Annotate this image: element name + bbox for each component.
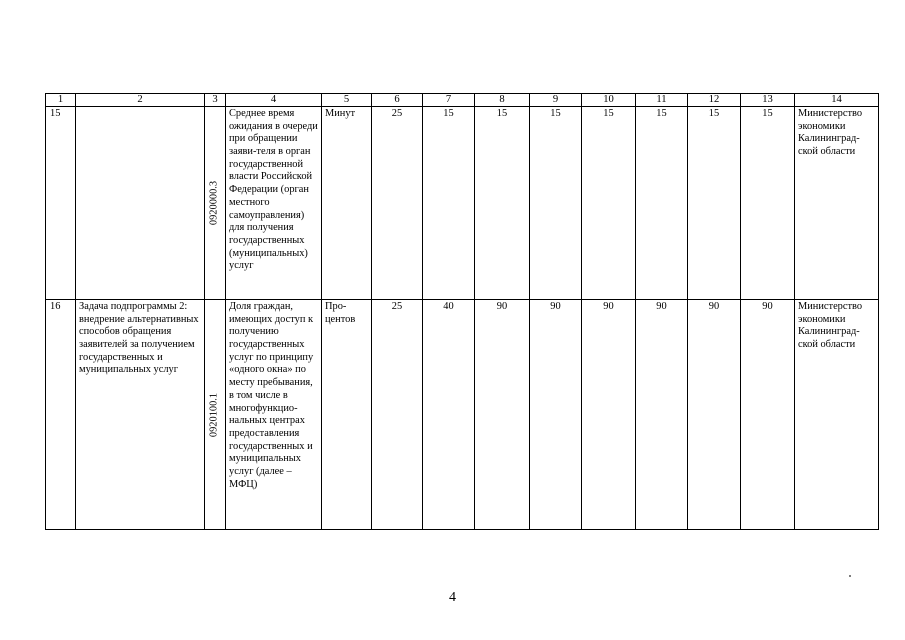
header-cell: 10 <box>582 94 636 107</box>
header-cell: 1 <box>46 94 76 107</box>
indicators-table <box>45 93 879 530</box>
header-cell: 5 <box>322 94 372 107</box>
value-cell: 90 <box>688 300 741 530</box>
task-cell: Задача подпрограммы 2: внедрение альтернативных способов обращения заявителей за получением государственных и муниципальных услуг <box>76 300 205 530</box>
value-cell: 15 <box>475 107 530 300</box>
table-row <box>46 107 879 300</box>
code-cell <box>205 107 226 300</box>
value-cell: 40 <box>423 300 475 530</box>
value-cell: 15 <box>741 107 795 300</box>
responsible-cell: Министерство экономики Калининград-ской области <box>795 107 879 300</box>
header-cell: 4 <box>226 94 322 107</box>
header-cell: 12 <box>688 94 741 107</box>
value-cell: 25 <box>372 300 423 530</box>
value-cell: 15 <box>423 107 475 300</box>
header-cell: 8 <box>475 94 530 107</box>
code-cell <box>205 300 226 530</box>
value-cell: 90 <box>582 300 636 530</box>
header-cell: 11 <box>636 94 688 107</box>
value-cell: 15 <box>636 107 688 300</box>
page-number: 4 <box>449 590 456 605</box>
value-cell: 90 <box>475 300 530 530</box>
value-cell: 15 <box>582 107 636 300</box>
budget-code: 0920000.3 <box>208 180 220 226</box>
table-row <box>46 300 879 530</box>
row-number: 16 <box>46 300 76 530</box>
row-number: 15 <box>46 107 76 300</box>
value-cell: 90 <box>636 300 688 530</box>
indicator-cell: Среднее время ожидания в очереди при обращении заяви-теля в орган государственной власти Российской Федерации (орган местного самоуправления) для получения государственных (муниципальных) услуг <box>226 107 322 300</box>
unit-cell: Минут <box>322 107 372 300</box>
budget-code: 0920100.1 <box>208 392 220 437</box>
unit-cell: Про-центов <box>322 300 372 530</box>
header-cell: 2 <box>76 94 205 107</box>
header-cell: 9 <box>530 94 582 107</box>
scan-speck <box>849 575 851 577</box>
value-cell: 15 <box>530 107 582 300</box>
value-cell: 15 <box>688 107 741 300</box>
task-cell <box>76 107 205 300</box>
indicator-cell: Доля граждан, имеющих доступ к получению государственных услуг по принципу «одного окна» по месту пребывания, в том числе в многофункцио-нальных центрах предоставления государственных и муниципальных услуг (далее – МФЦ) <box>226 300 322 530</box>
table-header-row <box>46 94 879 107</box>
header-cell: 7 <box>423 94 475 107</box>
header-cell: 13 <box>741 94 795 107</box>
responsible-cell: Министерство экономики Калининград-ской области <box>795 300 879 530</box>
value-cell: 90 <box>741 300 795 530</box>
header-cell: 6 <box>372 94 423 107</box>
value-cell: 90 <box>530 300 582 530</box>
header-cell: 3 <box>205 94 226 107</box>
value-cell: 25 <box>372 107 423 300</box>
header-cell: 14 <box>795 94 879 107</box>
